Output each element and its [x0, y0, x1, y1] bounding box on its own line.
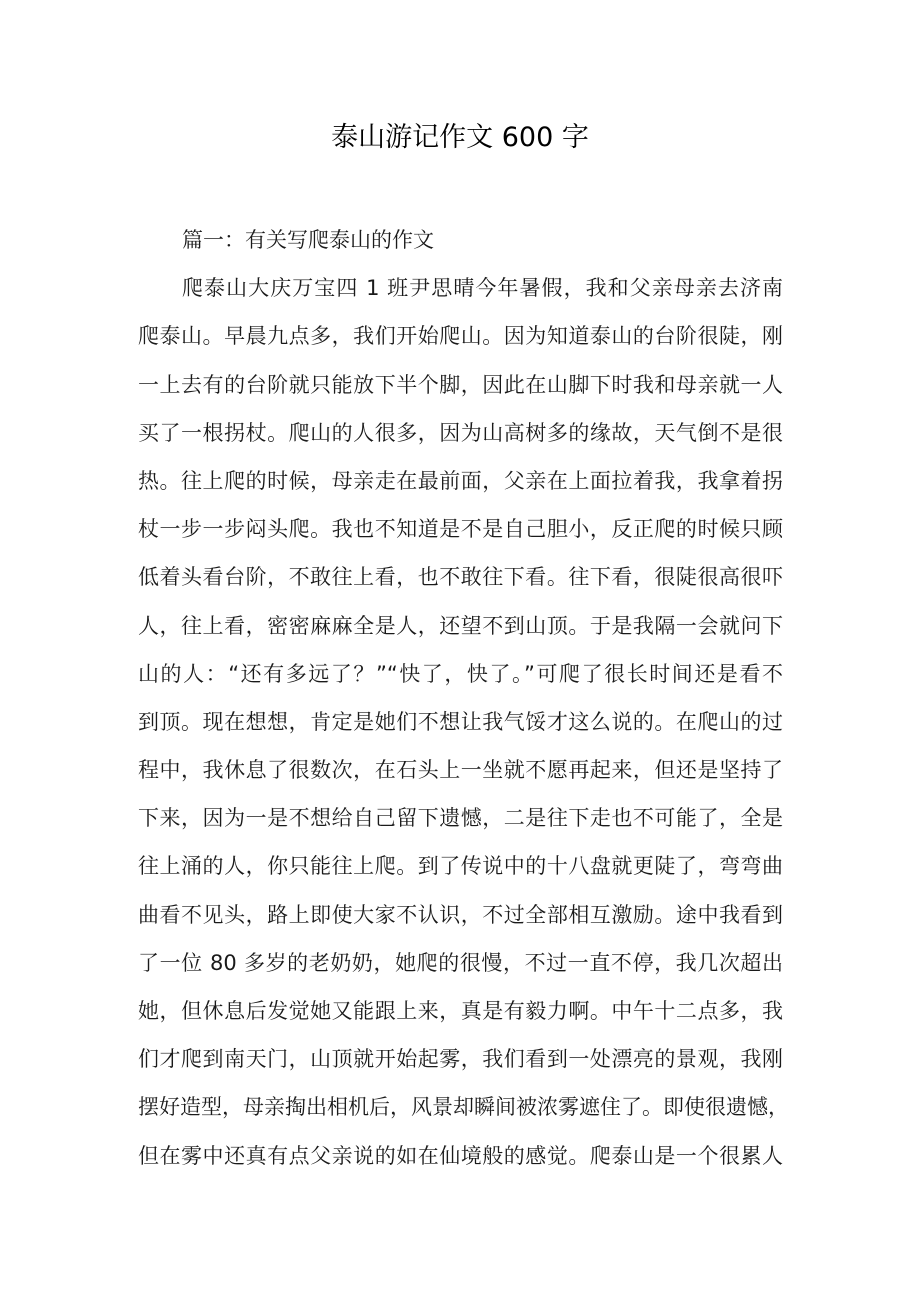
paragraph-line: 程中，我休息了很数次，在石头上一坐就不愿再起来，但还是坚持了	[138, 758, 783, 783]
document-title: 泰山游记作文 600 字	[331, 122, 589, 153]
paragraph-line: 们才爬到南天门，山顶就开始起雾，我们看到一处漂亮的景观，我刚	[138, 1047, 783, 1072]
paragraph-line: 杖一步一步闷头爬。我也不知道是不是自己胆小，反正爬的时候只顾	[138, 517, 783, 542]
paragraph-line: 但在雾中还真有点父亲说的如在仙境般的感觉。爬泰山是一个很累人	[138, 1143, 783, 1168]
paragraph-line: 买了一根拐杖。爬山的人很多，因为山高树多的缘故，天气倒不是很	[138, 420, 783, 445]
section-heading: 篇一：有关写爬泰山的作文	[182, 228, 434, 252]
paragraph-line: 爬泰山大庆万宝四 1 班尹思晴今年暑假，我和父亲母亲去济南	[182, 276, 783, 301]
paragraph-line: 往上涌的人，你只能往上爬。到了传说中的十八盘就更陡了，弯弯曲	[138, 854, 783, 879]
paragraph-line: 山的人：“还有多远了？”“快了，快了。”可爬了很长时间还是看不	[138, 661, 783, 686]
paragraph-line: 一上去有的台阶就只能放下半个脚，因此在山脚下时我和母亲就一人	[138, 372, 783, 397]
paragraph-line: 爬泰山。早晨九点多，我们开始爬山。因为知道泰山的台阶很陡，刚	[138, 324, 783, 349]
paragraph-line: 热。往上爬的时候，母亲走在最前面，父亲在上面拉着我，我拿着拐	[138, 468, 783, 493]
paragraph-line: 下来，因为一是不想给自己留下遗憾，二是往下走也不可能了，全是	[138, 806, 783, 831]
paragraph-line: 低着头看台阶，不敢往上看，也不敢往下看。往下看，很陡很高很吓	[138, 565, 783, 590]
paragraph-line: 她，但休息后发觉她又能跟上来，真是有毅力啊。中午十二点多，我	[138, 999, 783, 1023]
paragraph-line: 人，往上看，密密麻麻全是人，还望不到山顶。于是我隔一会就问下	[138, 613, 783, 638]
document-body	[138, 216, 789, 1180]
paragraph-line: 了一位 80 多岁的老奶奶，她爬的很慢，不过一直不停，我几次超出	[138, 950, 783, 975]
paragraph-line: 曲看不见头，路上即使大家不认识，不过全部相互激励。途中我看到	[138, 902, 783, 927]
paragraph-line: 摆好造型，母亲掏出相机后，风景却瞬间被浓雾遮住了。即使很遗憾，	[138, 1095, 789, 1120]
paragraph-line: 到顶。现在想想，肯定是她们不想让我气馁才这么说的。在爬山的过	[138, 709, 783, 734]
